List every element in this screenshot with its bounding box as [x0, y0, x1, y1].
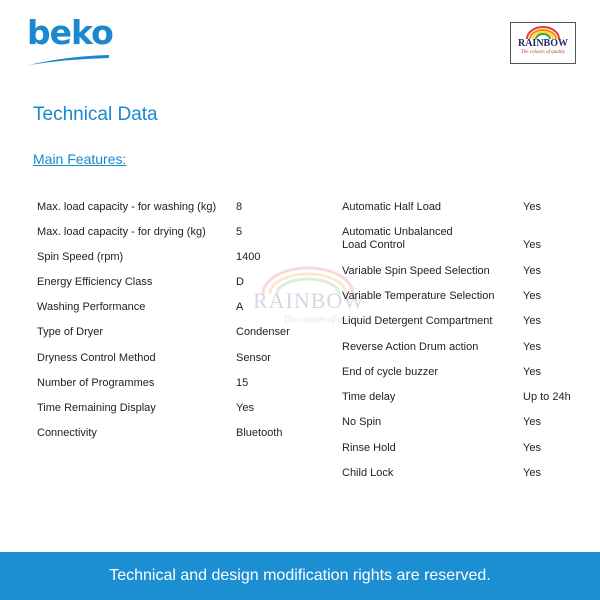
spec-value: D	[236, 276, 244, 288]
spec-label-continued: Load Control	[342, 239, 405, 251]
spec-label: Dryness Control Method	[37, 352, 156, 364]
section-title: Main Features:	[33, 151, 127, 167]
spec-value: 15	[236, 377, 249, 389]
spec-label: Max. load capacity - for drying (kg)	[37, 226, 206, 238]
spec-label: Child Lock	[342, 467, 394, 479]
beko-swoosh-icon	[28, 54, 110, 66]
spec-value: Yes	[236, 402, 254, 414]
spec-label: Type of Dryer	[37, 326, 104, 338]
spec-label: Max. load capacity - for washing (kg)	[37, 201, 217, 213]
spec-label: Reverse Action Drum action	[342, 341, 479, 353]
spec-label: Number of Programmes	[37, 377, 155, 389]
spec-value: Bluetooth	[236, 427, 283, 439]
spec-value: A	[236, 301, 244, 313]
spec-label: Time delay	[342, 391, 396, 403]
spec-label: Liquid Detergent Compartment	[342, 315, 493, 327]
spec-value: Yes	[523, 442, 541, 454]
spec-value: Up to 24h	[523, 391, 571, 403]
rainbow-logo	[510, 22, 576, 64]
spec-label: Washing Performance	[37, 301, 146, 313]
spec-label: Rinse Hold	[342, 442, 396, 454]
spec-label: Time Remaining Display	[37, 402, 156, 414]
spec-label: Automatic Unbalanced	[342, 226, 453, 238]
spec-label: Variable Temperature Selection	[342, 290, 495, 302]
page-title: Technical Data	[33, 104, 158, 125]
spec-value: Yes	[523, 366, 541, 378]
spec-value: Yes	[523, 290, 541, 302]
spec-label: Connectivity	[37, 427, 97, 439]
spec-value: Yes	[523, 315, 541, 327]
beko-logo: beko	[27, 13, 113, 52]
spec-value: 5	[236, 226, 243, 238]
spec-label: End of cycle buzzer	[342, 366, 438, 378]
footer-disclaimer: Technical and design modification rights are reserved.	[109, 567, 491, 584]
spec-label: Automatic Half Load	[342, 201, 442, 213]
spec-value: Yes	[523, 265, 541, 277]
spec-value: Yes	[523, 467, 541, 479]
spec-value: 8	[236, 201, 243, 213]
spec-value: Sensor	[236, 352, 271, 364]
spec-value: Condenser	[236, 326, 290, 338]
spec-value: Yes	[523, 239, 541, 251]
rainbow-arc-icon	[525, 25, 561, 39]
rainbow-logo-text: RAINBOW	[517, 38, 568, 49]
footer-bar	[0, 552, 600, 600]
watermark-tagline: The colours of quality	[283, 314, 363, 324]
spec-value: 1400	[236, 251, 261, 263]
spec-value: Yes	[523, 416, 541, 428]
rainbow-logo-tagline: The colours of quality	[520, 50, 566, 55]
spec-label: Spin Speed (rpm)	[37, 251, 124, 263]
spec-label: Variable Spin Speed Selection	[342, 265, 490, 277]
watermark-text: RAINBOW	[252, 288, 366, 313]
spec-value: Yes	[523, 201, 541, 213]
spec-label: No Spin	[342, 416, 382, 428]
spec-value: Yes	[523, 341, 541, 353]
spec-label: Energy Efficiency Class	[37, 276, 153, 288]
